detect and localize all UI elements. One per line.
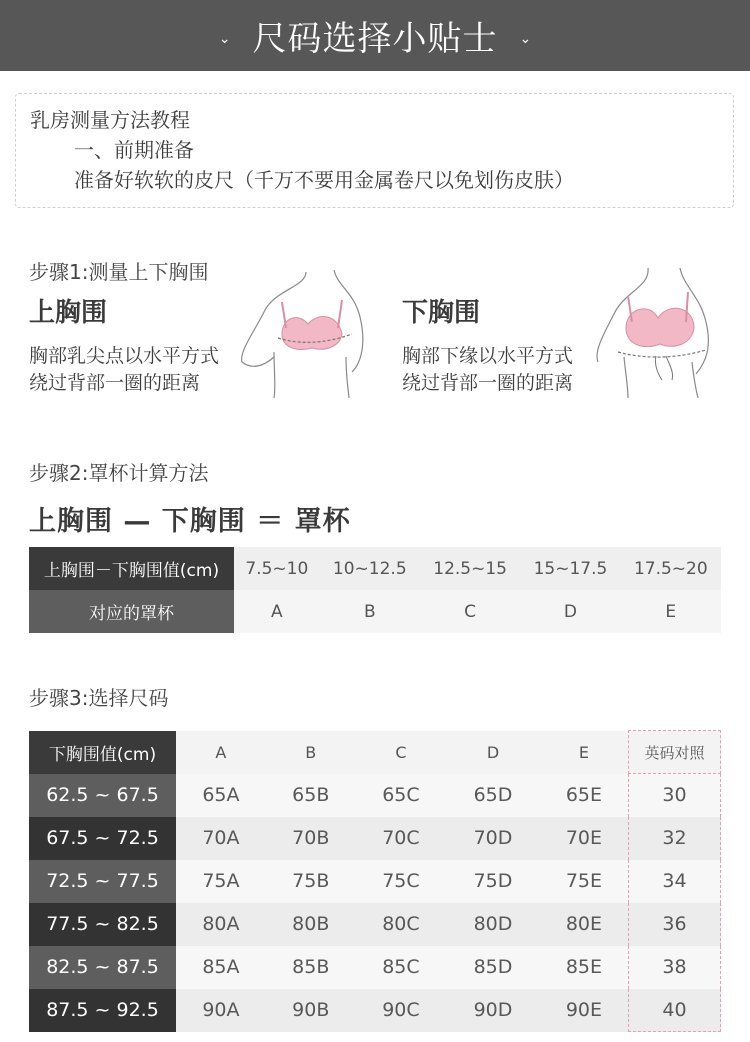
uk-size-cell: 30 — [629, 774, 721, 817]
range-cell: 12.5~15 — [420, 547, 520, 590]
cup-cell: D — [520, 590, 620, 633]
uk-size-cell: 36 — [629, 903, 721, 946]
size-cell: 85D — [446, 946, 540, 989]
cup-header-cell: B — [266, 731, 356, 774]
underbust-range-cell: 67.5 ~ 72.5 — [29, 817, 176, 860]
step3-title: 步骤3:选择尺码 — [29, 686, 169, 710]
underbust-range-cell: 77.5 ~ 82.5 — [29, 903, 176, 946]
cup-cell: C — [420, 590, 520, 633]
size-cell: 80D — [446, 903, 540, 946]
size-cell: 75C — [356, 860, 446, 903]
uk-size-cell: 32 — [629, 817, 721, 860]
size-cell: 90B — [266, 989, 356, 1032]
table-header-row — [29, 731, 721, 774]
table-row — [29, 860, 721, 903]
underbust-range-cell: 87.5 ~ 92.5 — [29, 989, 176, 1032]
size-cell: 80B — [266, 903, 356, 946]
cup-header-cell: E — [540, 731, 629, 774]
cup-header-cell: C — [356, 731, 446, 774]
lower-bust-desc-1: 胸部下缘以水平方式 — [402, 345, 574, 367]
size-cell: 80C — [356, 903, 446, 946]
cup-header: 对应的罩杯 — [29, 590, 234, 633]
size-cell: 75D — [446, 860, 540, 903]
step2-title: 步骤2:罩杯计算方法 — [29, 461, 209, 485]
size-chart-table — [29, 730, 721, 1032]
size-cell: 65B — [266, 774, 356, 817]
size-cell: 85B — [266, 946, 356, 989]
cup-header-cell: A — [176, 731, 266, 774]
tips-title: 乳房测量方法教程 — [30, 108, 190, 132]
upper-bust-illustration — [234, 262, 384, 402]
range-cell: 17.5~20 — [621, 547, 721, 590]
size-cell: 70D — [446, 817, 540, 860]
size-cell: 65D — [446, 774, 540, 817]
size-cell: 65E — [540, 774, 629, 817]
lower-bust-heading: 下胸围 — [402, 298, 481, 328]
cup-header-cell: D — [446, 731, 540, 774]
size-cell: 70E — [540, 817, 629, 860]
size-cell: 65A — [176, 774, 266, 817]
size-cell: 75B — [266, 860, 356, 903]
step1-title: 步骤1:测量上下胸围 — [29, 260, 209, 284]
size-cell: 85E — [540, 946, 629, 989]
range-cell: 7.5~10 — [234, 547, 320, 590]
underbust-range-cell: 72.5 ~ 77.5 — [29, 860, 176, 903]
cup-cell: E — [621, 590, 721, 633]
table-row — [29, 774, 721, 817]
underbust-range-cell: 82.5 ~ 87.5 — [29, 946, 176, 989]
size-cell: 90D — [446, 989, 540, 1032]
table-row — [29, 590, 721, 633]
table-row — [29, 946, 721, 989]
cup-cell: B — [320, 590, 420, 633]
measurement-tips-box — [15, 93, 734, 208]
size-cell: 70B — [266, 817, 356, 860]
upper-bust-block — [29, 292, 219, 397]
cup-cell: A — [234, 590, 320, 633]
upper-bust-desc-1: 胸部乳尖点以水平方式 — [29, 345, 220, 367]
size-cell: 80E — [540, 903, 629, 946]
lower-bust-desc-2: 绕过背部一圈的距离 — [402, 372, 574, 394]
size-cell: 70C — [356, 817, 446, 860]
upper-bust-desc-2: 绕过背部一圈的距离 — [29, 372, 201, 394]
lower-bust-block — [402, 292, 573, 397]
upper-bust-heading: 上胸围 — [29, 298, 108, 328]
size-cell: 90E — [540, 989, 629, 1032]
cup-formula: 上胸围 — 下胸围 ＝ 罩杯 — [29, 506, 351, 537]
size-cell: 90C — [356, 989, 446, 1032]
size-cell: 75E — [540, 860, 629, 903]
size-cell: 85C — [356, 946, 446, 989]
header-banner — [0, 0, 750, 71]
prep-text: 准备好软软的皮尺（千万不要用金属卷尺以免划伤皮肤） — [74, 168, 574, 192]
table-row — [29, 547, 721, 590]
table-row — [29, 817, 721, 860]
chevron-down-icon: ⌄ — [218, 30, 231, 47]
uk-size-header: 英码对照 — [629, 731, 721, 774]
uk-size-cell: 40 — [629, 989, 721, 1032]
prep-heading: 一、前期准备 — [74, 138, 194, 162]
lower-bust-illustration — [588, 262, 718, 402]
size-cell: 85A — [176, 946, 266, 989]
size-cell: 80A — [176, 903, 266, 946]
range-cell: 10~12.5 — [320, 547, 420, 590]
underbust-range-cell: 62.5 ~ 67.5 — [29, 774, 176, 817]
size-cell: 90A — [176, 989, 266, 1032]
page-title: 尺码选择小贴士 — [252, 19, 498, 59]
uk-size-cell: 34 — [629, 860, 721, 903]
table-row — [29, 903, 721, 946]
table-row — [29, 989, 721, 1032]
chevron-down-icon: ⌄ — [519, 30, 532, 47]
underbust-header: 下胸围值(cm) — [29, 731, 176, 774]
range-cell: 15~17.5 — [520, 547, 620, 590]
difference-header: 上胸围－下胸围值(cm) — [29, 547, 234, 590]
size-cell: 70A — [176, 817, 266, 860]
uk-size-cell: 38 — [629, 946, 721, 989]
size-cell: 75A — [176, 860, 266, 903]
size-cell: 65C — [356, 774, 446, 817]
cup-calculation-table — [29, 547, 721, 633]
